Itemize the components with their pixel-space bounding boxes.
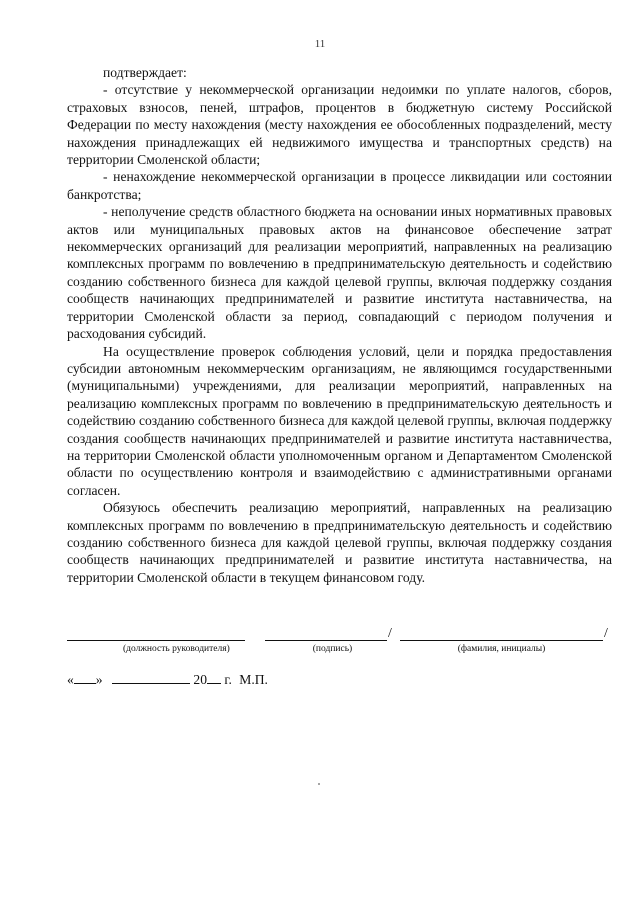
- scan-speck: [318, 783, 320, 785]
- page-number: 11: [314, 38, 326, 50]
- day-blank: [74, 671, 96, 684]
- paragraph-obligation: Обязуюсь обеспечить реализацию мероприятий, направленных на реализацию комплексных программ по вовлечению в предпринимательскую деятельность и содействию созданию собственного бизнеса для каждой целевой группы, включая поддержку создания сообществ начинающих предпринимателей и развитие института наставничества, на территории Смоленской области в текущем финансовом году.: [67, 500, 612, 585]
- position-caption: (должность руководителя): [123, 644, 230, 654]
- name-slash: /: [604, 626, 608, 641]
- year-suffix: г.: [221, 672, 232, 687]
- date-line: [67, 671, 268, 688]
- position-line: [67, 640, 245, 641]
- stamp-mark: М.П.: [239, 672, 268, 687]
- paragraph-consent-inspections: На осуществление проверок соблюдения условий, цели и порядка предоставления субсидии автономным некоммерческим организациям, не являющимся государственными (муниципальными) учреждениями, для реализации мероприятий, направленных на реализацию комплексных программ по вовлечению в предпринимательскую деятельность и содействию созданию собственного бизнеса для каждой целевой группы, включая поддержку создания сообществ начинающих предпринимателей и развитие института наставничества, на территории Смоленской области уполномоченным органом и Департаментом Смоленской области по осуществлению контроля и взаимодействию с административными органами согласен.: [67, 343, 612, 498]
- paragraph-no-other-funds: - неполучение средств областного бюджета на основании иных нормативных правовых актов или муниципальных правовых актов на финансовое обеспечение затрат некоммерческих организаций для реализации мероприятий, направленных на реализацию комплексных программ по вовлечению в предпринимательскую деятельность и содействию созданию собственного бизнеса для каждой целевой группы, включая поддержку создания сообществ начинающих предпринимателей и развитие института наставничества, на территории Смоленской области за период, совпадающий с периодом получения и расходования субсидий.: [67, 204, 612, 342]
- name-caption: (фамилия, инициалы): [457, 644, 546, 654]
- paragraph-intro: подтверждает:: [103, 65, 187, 80]
- date-close-quote: »: [95, 672, 103, 687]
- year-prefix: 20: [193, 672, 207, 687]
- signature-slash: /: [388, 626, 392, 641]
- document-body: [67, 64, 612, 586]
- date-open-quote: «: [67, 672, 74, 687]
- signature-block: [0, 628, 640, 658]
- paragraph-no-liquidation: - ненахождение некоммерческой организации в процессе ликвидации или состоянии банкротства;: [67, 169, 612, 202]
- year-blank: [207, 671, 221, 684]
- name-line: [400, 640, 603, 641]
- signature-caption: (подпись): [312, 644, 353, 654]
- paragraph-no-arrears: - отсутствие у некоммерческой организации недоимки по уплате налогов, сборов, страховых взносов, пеней, штрафов, процентов в бюджетную систему Российской Федерации по месту нахождения (месту нахождения ее обособленных подразделений, месту нахождения принадлежащих ей недвижимого имущества и транспортных средств) на территории Смоленской области;: [67, 82, 612, 168]
- signature-line: [265, 640, 387, 641]
- month-blank: [112, 671, 190, 684]
